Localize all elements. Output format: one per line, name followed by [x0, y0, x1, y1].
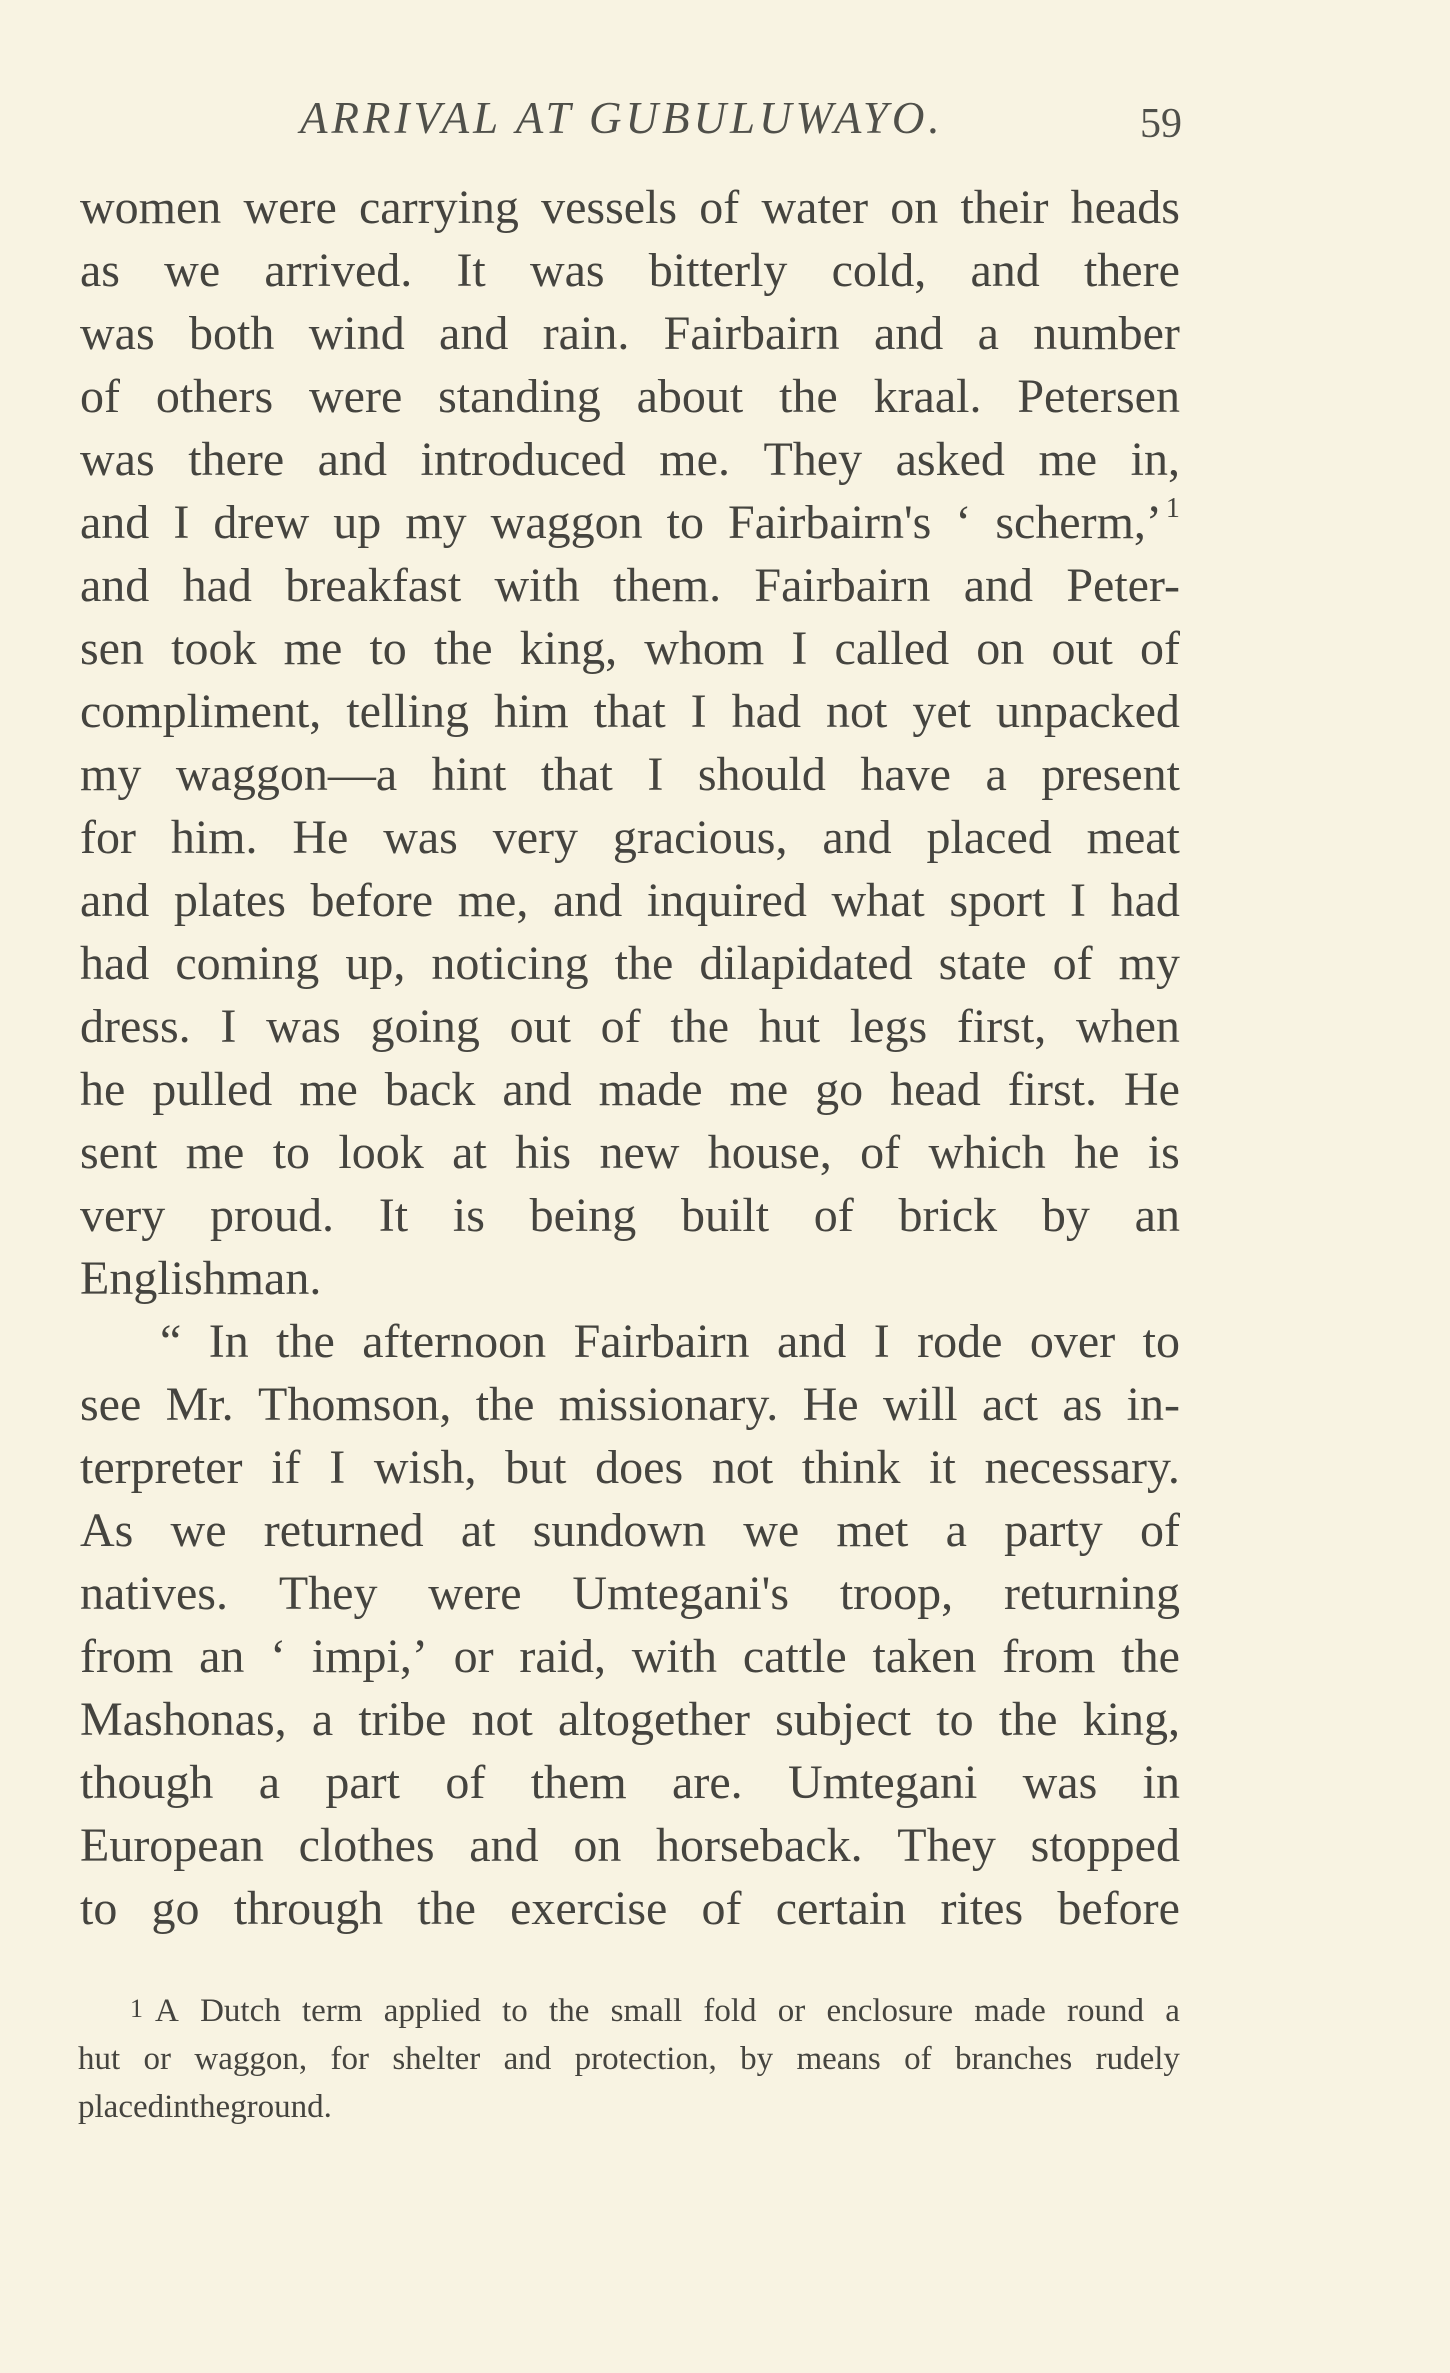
text-line: dress. I was going out of the hut legs first, when [80, 1000, 1180, 1053]
text-line: and I drew up my waggon to Fairbairn's ‘ scherm,’ $^1$ [80, 493, 1180, 549]
footnote-line: hut or waggon, for shelter and protection, by means of branches rudely [78, 2041, 1180, 2077]
text-line: Englishman. [80, 1252, 322, 1305]
text-line: for him. He was very gracious, and placed meat [80, 811, 1180, 864]
text-line: sent me to look at his new house, of which he is [80, 1126, 1180, 1179]
text-line: women were carrying vessels of water on their heads [80, 181, 1180, 234]
text-line: had coming up, noticing the dilapidated state of my [80, 937, 1180, 990]
text-line: and had breakfast with them. Fairbairn and Peter- [80, 559, 1180, 612]
text-line: as we arrived. It was bitterly cold, and there [80, 244, 1180, 297]
text-line: was there and introduced me. They asked me in, [80, 433, 1180, 486]
body-text [80, 176, 1180, 1940]
text-line: of others were standing about the kraal. Petersen [80, 370, 1180, 423]
text-line: As we returned at sundown we met a party of [80, 1504, 1180, 1557]
text-line: to go through the exercise of certain rites before [80, 1882, 1180, 1935]
text-line: my waggon—a hint that I should have a present [80, 748, 1180, 801]
footnote-line: $^1$ A Dutch term applied to the small fold or enclosure made round a [130, 1993, 1180, 2029]
text-line: compliment, telling him that I had not yet unpacked [80, 685, 1180, 738]
page-number: 59 [1140, 101, 1182, 147]
text-line: see Mr. Thomson, the missionary. He will act as in- [80, 1378, 1180, 1431]
footnote-marker: 1 [130, 1994, 143, 2023]
text-line: and plates before me, and inquired what sport I had [80, 874, 1180, 927]
text-line: “ In the afternoon Fairbairn and I rode over to [160, 1315, 1180, 1368]
footnote-reference: 1 [1165, 493, 1180, 524]
running-title: ARRIVAL AT GUBULUWAYO. [300, 93, 944, 143]
text-line: European clothes and on horseback. They stopped [80, 1819, 1180, 1872]
text-line: though a part of them are. Umtegani was in [80, 1756, 1180, 1809]
text-line: sen took me to the king, whom I called on out of [80, 622, 1180, 675]
footnote [78, 1987, 1180, 2131]
text-line: very proud. It is being built of brick by an [80, 1189, 1180, 1242]
footnote-line: placed in the ground. [78, 2089, 332, 2125]
text-line: was both wind and rain. Fairbairn and a number [80, 307, 1180, 360]
text-line: he pulled me back and made me go head first. He [80, 1063, 1180, 1116]
text-line: Mashonas, a tribe not altogether subject to the king, [80, 1693, 1180, 1746]
text-line: natives. They were Umtegani's troop, returning [80, 1567, 1180, 1620]
text-line: terpreter if I wish, but does not think it necessary. [80, 1441, 1180, 1494]
text-line: from an ‘ impi,’ or raid, with cattle taken from the [80, 1630, 1180, 1683]
